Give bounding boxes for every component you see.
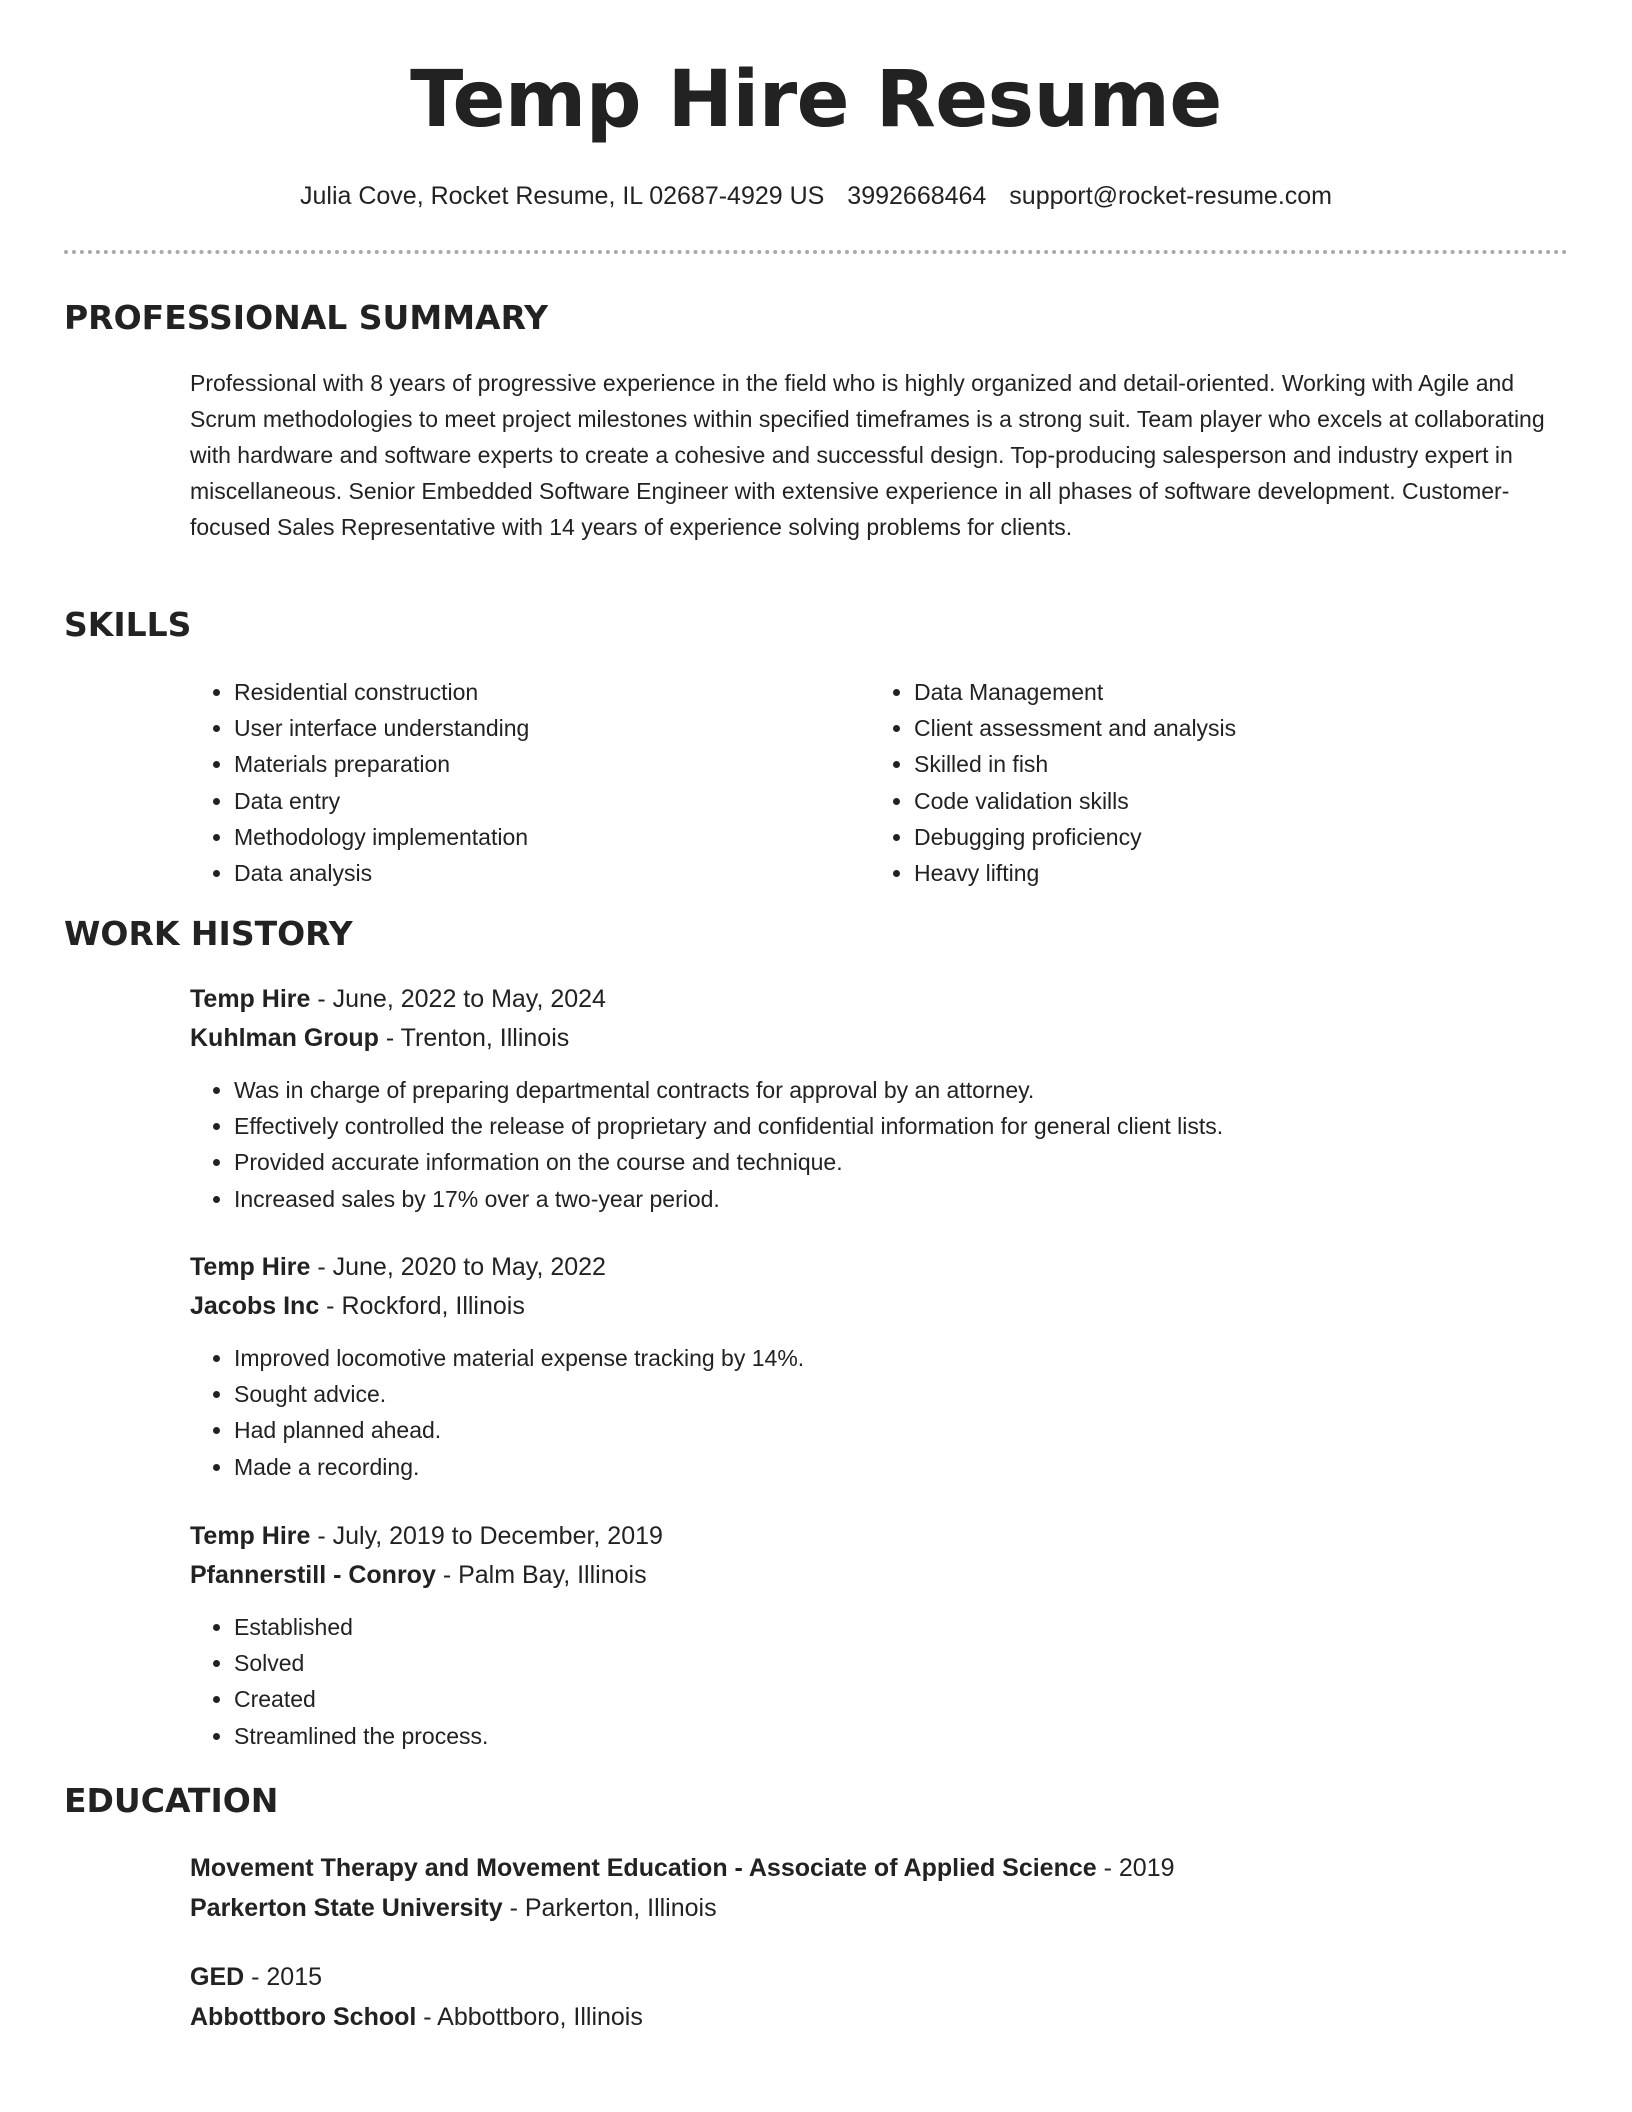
job-bullets (190, 1340, 1568, 1485)
education-year: - 2019 (1096, 1854, 1175, 1882)
job-location: - Trenton, Illinois (378, 1024, 570, 1052)
skills-column-2 (870, 674, 1514, 891)
skill-item: • Skilled in fish (914, 746, 1514, 782)
job-bullet: • Established (234, 1609, 1568, 1645)
job-company-line (190, 1287, 1568, 1326)
skill-item: • Heavy lifting (914, 855, 1514, 891)
job-company: Pfannerstill - Conroy (190, 1561, 436, 1589)
job-bullet: • Created (234, 1681, 1568, 1717)
education-entry (190, 1957, 1568, 2037)
skill-item: • Data analysis (234, 855, 834, 891)
job-bullet: • Effectively controlled the release of proprietary and confidential information for general client lists. (234, 1108, 1568, 1144)
job-title-line (190, 1248, 1568, 1287)
education-degree: GED (190, 1963, 245, 1991)
job-bullet: • Sought advice. (234, 1376, 1568, 1412)
job-company-line (190, 1556, 1568, 1595)
job-bullet: • Made a recording. (234, 1449, 1568, 1485)
contact-phone: 3992668464 (847, 182, 987, 210)
skill-item: • User interface understanding (234, 710, 834, 746)
job-entry (190, 1517, 1568, 1754)
education-degree-line (190, 1848, 1568, 1888)
skill-item: • Client assessment and analysis (914, 710, 1514, 746)
job-company: Jacobs Inc (190, 1292, 320, 1320)
contact-line (64, 180, 1568, 212)
job-bullet: • Had planned ahead. (234, 1412, 1568, 1448)
job-bullets (190, 1072, 1568, 1217)
education-heading: EDUCATION (64, 1781, 279, 1820)
job-title-line (190, 980, 1568, 1019)
skill-item: • Residential construction (234, 674, 834, 710)
skill-item: • Data entry (234, 783, 834, 819)
skills-column-1 (190, 674, 834, 891)
education-degree-line (190, 1957, 1568, 1997)
job-bullet: • Increased sales by 17% over a two-year period. (234, 1181, 1568, 1217)
job-dates: - July, 2019 to December, 2019 (310, 1522, 663, 1550)
job-bullet: • Solved (234, 1645, 1568, 1681)
job-title: Temp Hire (190, 1253, 311, 1281)
education-school: Parkerton State University (190, 1894, 503, 1922)
job-entry (190, 980, 1568, 1217)
skills-heading: SKILLS (64, 605, 192, 644)
education-entry (190, 1848, 1568, 1928)
job-bullet: • Was in charge of preparing departmental contracts for approval by an attorney. (234, 1072, 1568, 1108)
job-company-line (190, 1019, 1568, 1058)
skill-item: • Code validation skills (914, 783, 1514, 819)
job-location: - Rockford, Illinois (319, 1292, 525, 1320)
job-bullet: • Improved locomotive material expense tracking by 14%. (234, 1340, 1568, 1376)
skill-item: • Materials preparation (234, 746, 834, 782)
skill-item: • Debugging proficiency (914, 819, 1514, 855)
work-history-heading: WORK HISTORY (64, 914, 353, 953)
job-bullet: • Provided accurate information on the course and technique. (234, 1144, 1568, 1180)
job-dates: - June, 2020 to May, 2022 (310, 1253, 606, 1281)
contact-email: support@rocket-resume.com (1009, 182, 1333, 210)
contact-address: Julia Cove, Rocket Resume, IL 02687-4929 US (299, 182, 825, 210)
job-title: Temp Hire (190, 985, 311, 1013)
education-location: - Parkerton, Illinois (502, 1894, 717, 1922)
header-divider (64, 250, 1568, 254)
job-entry (190, 1248, 1568, 1485)
job-title: Temp Hire (190, 1522, 311, 1550)
skill-item: • Data Management (914, 674, 1514, 710)
resume-title: Temp Hire Resume (410, 55, 1222, 145)
job-dates: - June, 2022 to May, 2024 (310, 985, 606, 1013)
job-title-line (190, 1517, 1568, 1556)
education-school-line (190, 1997, 1568, 2037)
job-location: - Palm Bay, Illinois (435, 1561, 647, 1589)
education-year: - 2015 (244, 1963, 323, 1991)
summary-heading: PROFESSIONAL SUMMARY (64, 298, 549, 337)
education-school-line (190, 1888, 1568, 1928)
education-school: Abbottboro School (190, 2003, 417, 2031)
education-location: - Abbottboro, Illinois (416, 2003, 643, 2031)
education-degree: Movement Therapy and Movement Education - Associate of Applied Science (190, 1854, 1097, 1882)
job-company: Kuhlman Group (190, 1024, 379, 1052)
job-bullet: • Streamlined the process. (234, 1718, 1568, 1754)
job-bullets (190, 1609, 1568, 1754)
summary-text: Professional with 8 years of progressive experience in the field who is highly organized and detail-oriented. Working with Agile and Scrum methodologies to meet project milestones within specified timeframes is a strong suit. Team player who excels at collaborating with hardware and software experts to create a cohesive and successful design. Top-producing salesperson and industry expert in miscellaneous. Senior Embedded Software Engineer with extensive experience in all phases of software development. Customer-focused Sales Representative with 14 years of experience solving problems for clients. (190, 370, 1545, 540)
skill-item: • Methodology implementation (234, 819, 834, 855)
